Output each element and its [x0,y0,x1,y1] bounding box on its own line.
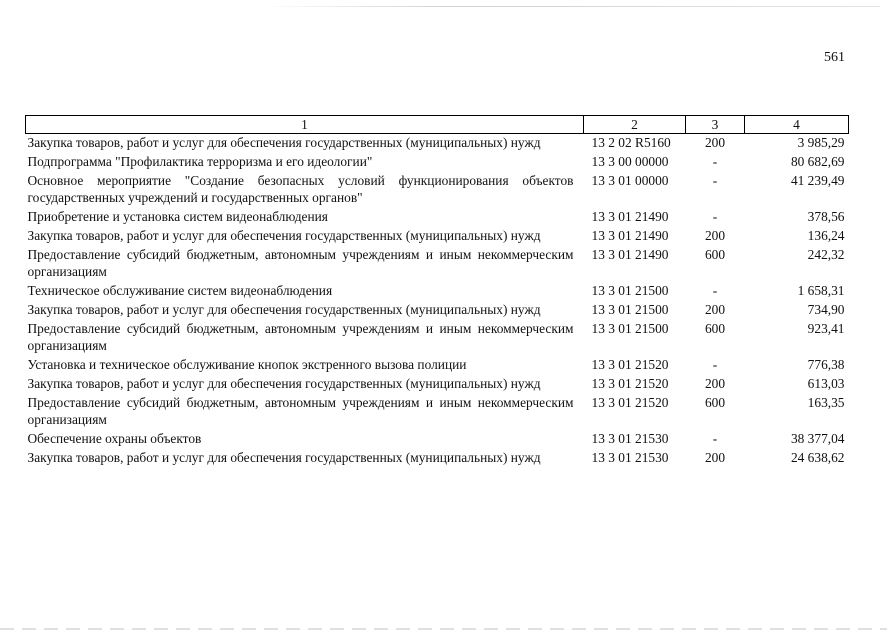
row-code: 13 3 01 21490 [591,228,669,243]
row-kvr: - [712,283,718,298]
row-name: Техническое обслуживание систем видеонаблюдения [27,283,333,298]
row-kvr: 600 [704,395,726,410]
scan-artifact-bottom [0,628,887,630]
row-name: Предоставление субсидий бюджетным, автономным учреждениям и иным некоммерческим организациям [27,395,574,427]
row-sum: 3 985,29 [797,135,845,150]
table-row [26,449,849,468]
row-sum: 1 658,31 [797,283,845,298]
table-row [26,394,849,430]
row-sum: 41 239,49 [790,173,845,188]
row-sum: 163,35 [807,395,845,410]
row-kvr: 200 [704,450,726,465]
row-kvr: 600 [704,321,726,336]
row-name: Закупка товаров, работ и услуг для обеспечения государственных (муниципальных) нужд [27,450,541,465]
table-row [26,246,849,282]
row-code: 13 3 01 21490 [591,247,669,262]
table-row [26,430,849,449]
row-kvr: - [712,357,718,372]
row-kvr: 600 [704,247,726,262]
row-code: 13 3 01 21530 [591,431,669,446]
page-number: 561 [824,50,845,65]
row-name: Основное мероприятие "Создание безопасных условий функционирования объектов государственных учреждений и государственных органов" [27,173,574,205]
row-kvr: - [712,154,718,169]
table-row [26,356,849,375]
row-code: 13 3 01 21500 [591,321,669,336]
table-row [26,134,849,154]
table-row [26,153,849,172]
row-sum: 38 377,04 [790,431,845,446]
column-header-1: 1 [26,116,584,134]
row-sum: 613,03 [807,376,845,391]
row-kvr: 200 [704,228,726,243]
row-kvr: - [712,173,718,188]
row-kvr: - [712,431,718,446]
column-header-3: 3 [686,116,745,134]
row-name: Обеспечение охраны объектов [27,431,202,446]
row-name: Закупка товаров, работ и услуг для обеспечения государственных (муниципальных) нужд [27,135,541,150]
row-code: 13 3 01 21530 [591,450,669,465]
row-sum: 776,38 [807,357,845,372]
row-code: 13 3 01 21500 [591,283,669,298]
table-header-row [26,116,849,134]
column-header-2: 2 [584,116,686,134]
row-name: Предоставление субсидий бюджетным, автономным учреждениям и иным некоммерческим организациям [27,247,574,279]
row-code: 13 3 00 00000 [591,154,669,169]
row-name: Закупка товаров, работ и услуг для обеспечения государственных (муниципальных) нужд [27,376,541,391]
row-sum: 378,56 [807,209,845,224]
row-name: Приобретение и установка систем видеонаблюдения [27,209,328,224]
row-sum: 24 638,62 [790,450,845,465]
row-sum: 136,24 [807,228,845,243]
row-name: Предоставление субсидий бюджетным, автономным учреждениям и иным некоммерческим организациям [27,321,574,353]
row-name: Закупка товаров, работ и услуг для обеспечения государственных (муниципальных) нужд [27,228,541,243]
table-row [26,320,849,356]
row-sum: 923,41 [807,321,845,336]
row-sum: 242,32 [807,247,845,262]
row-kvr: - [712,209,718,224]
row-code: 13 3 01 21520 [591,395,669,410]
scan-artifact-top [260,6,880,7]
table-row [26,375,849,394]
budget-table [25,115,849,468]
row-name: Установка и техническое обслуживание кнопок экстренного вызова полиции [27,357,467,372]
row-sum: 734,90 [807,302,845,317]
row-code: 13 3 01 21490 [591,209,669,224]
table-row [26,301,849,320]
row-kvr: 200 [704,135,726,150]
table-row [26,227,849,246]
row-sum: 80 682,69 [790,154,845,169]
row-name: Подпрограмма "Профилактика терроризма и его идеологии" [27,154,373,169]
row-kvr: 200 [704,376,726,391]
table-row [26,172,849,208]
table-row [26,282,849,301]
row-code: 13 3 01 00000 [591,173,669,188]
row-code: 13 3 01 21520 [591,376,669,391]
row-kvr: 200 [704,302,726,317]
row-code: 13 2 02 R5160 [591,135,671,150]
table-row [26,208,849,227]
row-name: Закупка товаров, работ и услуг для обеспечения государственных (муниципальных) нужд [27,302,541,317]
column-header-4: 4 [745,116,849,134]
row-code: 13 3 01 21500 [591,302,669,317]
row-code: 13 3 01 21520 [591,357,669,372]
